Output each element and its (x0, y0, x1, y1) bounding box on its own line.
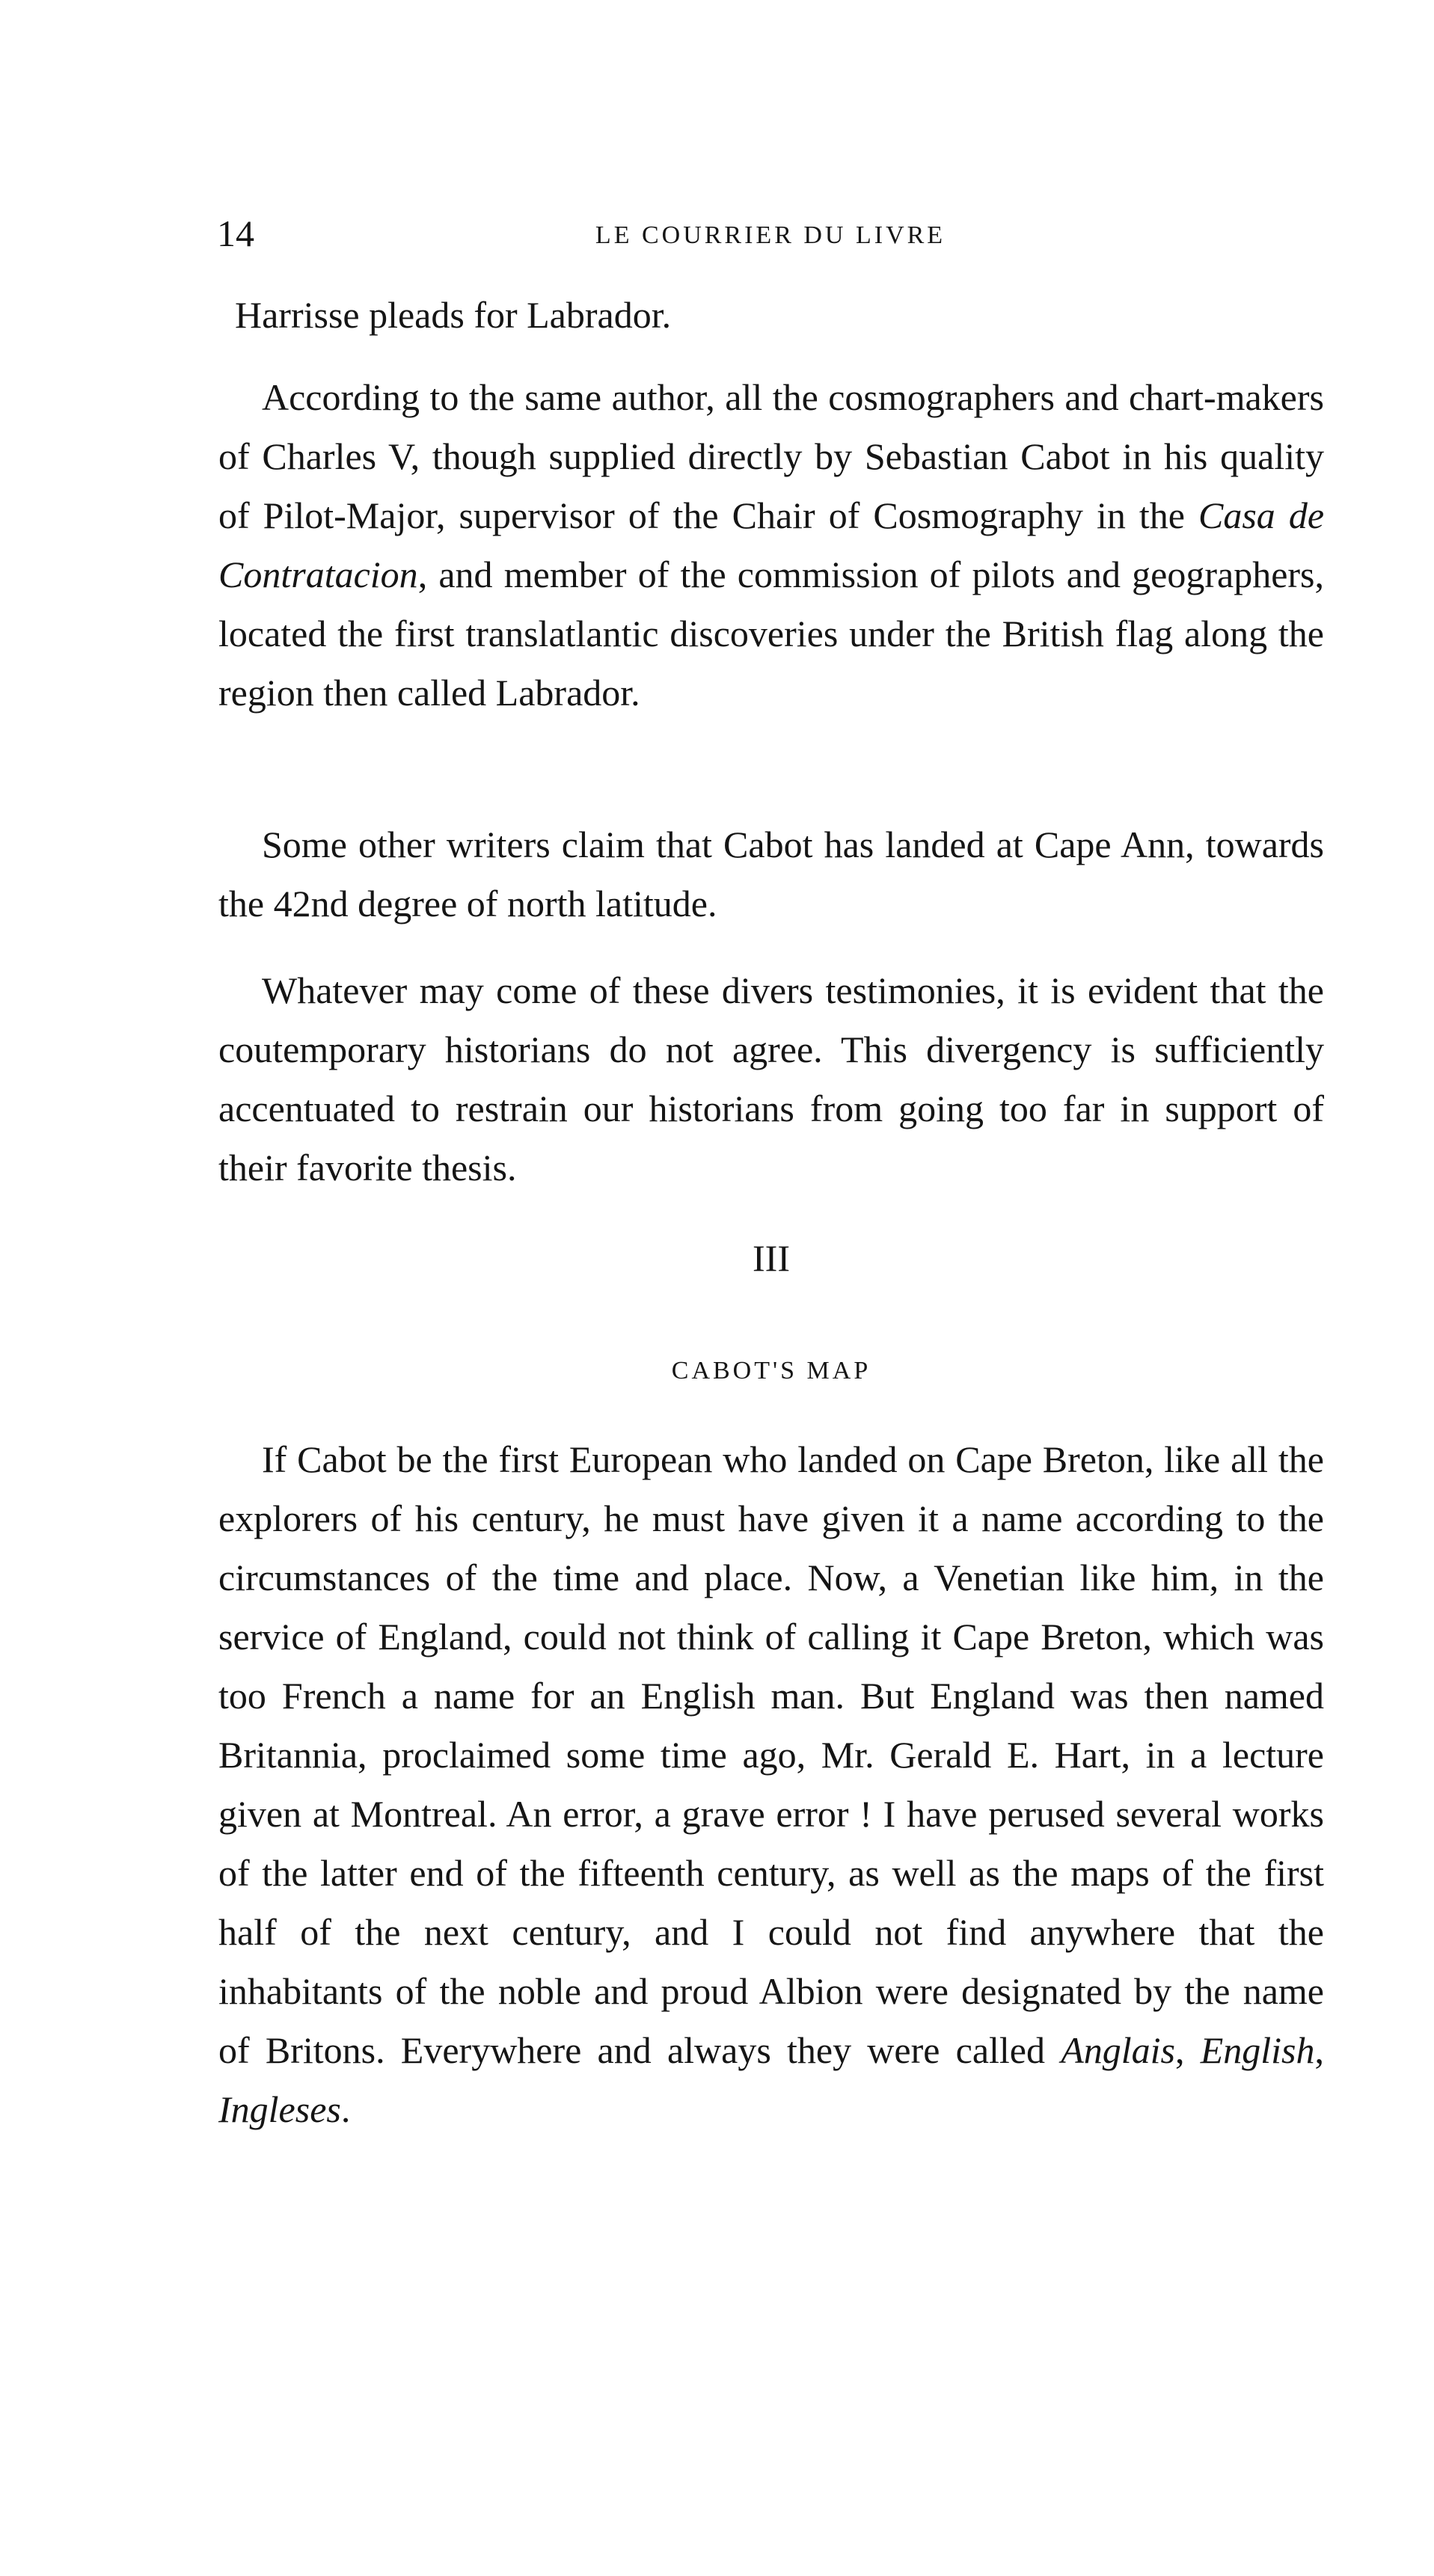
separator-2: , (1314, 2029, 1325, 2071)
italic-anglais: Anglais (1061, 2029, 1175, 2071)
section-title: CABOT'S MAP (671, 1357, 871, 1384)
paragraph-cabot-map (218, 1430, 1324, 2139)
italic-english: English (1200, 2029, 1315, 2071)
section-number: III (753, 1237, 790, 1279)
paragraph-cosmographers (218, 368, 1324, 723)
separator-1: , (1175, 2029, 1201, 2071)
italic-ingleses: Ingleses (218, 2088, 341, 2130)
paragraph-cape-ann: Some other writers claim that Cabot has landed at Cape Ann, towards the 42nd degree of north latitude. (218, 824, 1324, 924)
paragraph-harrisse: Harrisse pleads for Labrador. (235, 294, 672, 336)
page-header (217, 211, 1324, 263)
paragraph-testimonies: Whatever may come of these divers testimonies, it is evident that the coutemporary historians do not agree. This divergency is sufficiently accentuated to restrain our historians from going too far in support of their favorite thesis. (218, 969, 1324, 1189)
paragraph-cosmographers-italic: Casa de Contratacion (218, 494, 1325, 595)
paragraph-cosmographers-text-2: , and member of the commission of pilots and geographers, located the first translatlantic discoveries under the British flag along the region then called Labrador. (218, 553, 1324, 714)
paragraph-cosmographers-text-1: According to the same author, all the cosmographers and chart-makers of Charles V, though supplied directly by Sebastian Cabot in his quality of Pilot-Major, supervisor of the Chair of Cosmography in the (218, 376, 1324, 536)
paragraph-cabot-map-text: If Cabot be the first European who landed on Cape Breton, like all the explorers of his century, he must have given it a name according to the circumstances of the time and place. Now, a Venetian like him, in the service of England, could not think of calling it Cape Breton, which was too French a name for an English man. But England was then named Britannia, proclaimed some time ago, Mr. Gerald E. Hart, in a lecture given at Montreal. An error, a grave error ! I have perused several works of the latter end of the fifteenth century, as well as the maps of the first half of the next century, and I could not find anywhere that the inhabitants of the noble and proud Albion were designated by the name of Britons. Everywhere and always they were called (218, 1438, 1324, 2071)
paragraph-end: . (340, 2088, 351, 2130)
page-number: 14 (217, 212, 254, 254)
running-title: LE COURRIER DU LIVRE (595, 221, 946, 249)
